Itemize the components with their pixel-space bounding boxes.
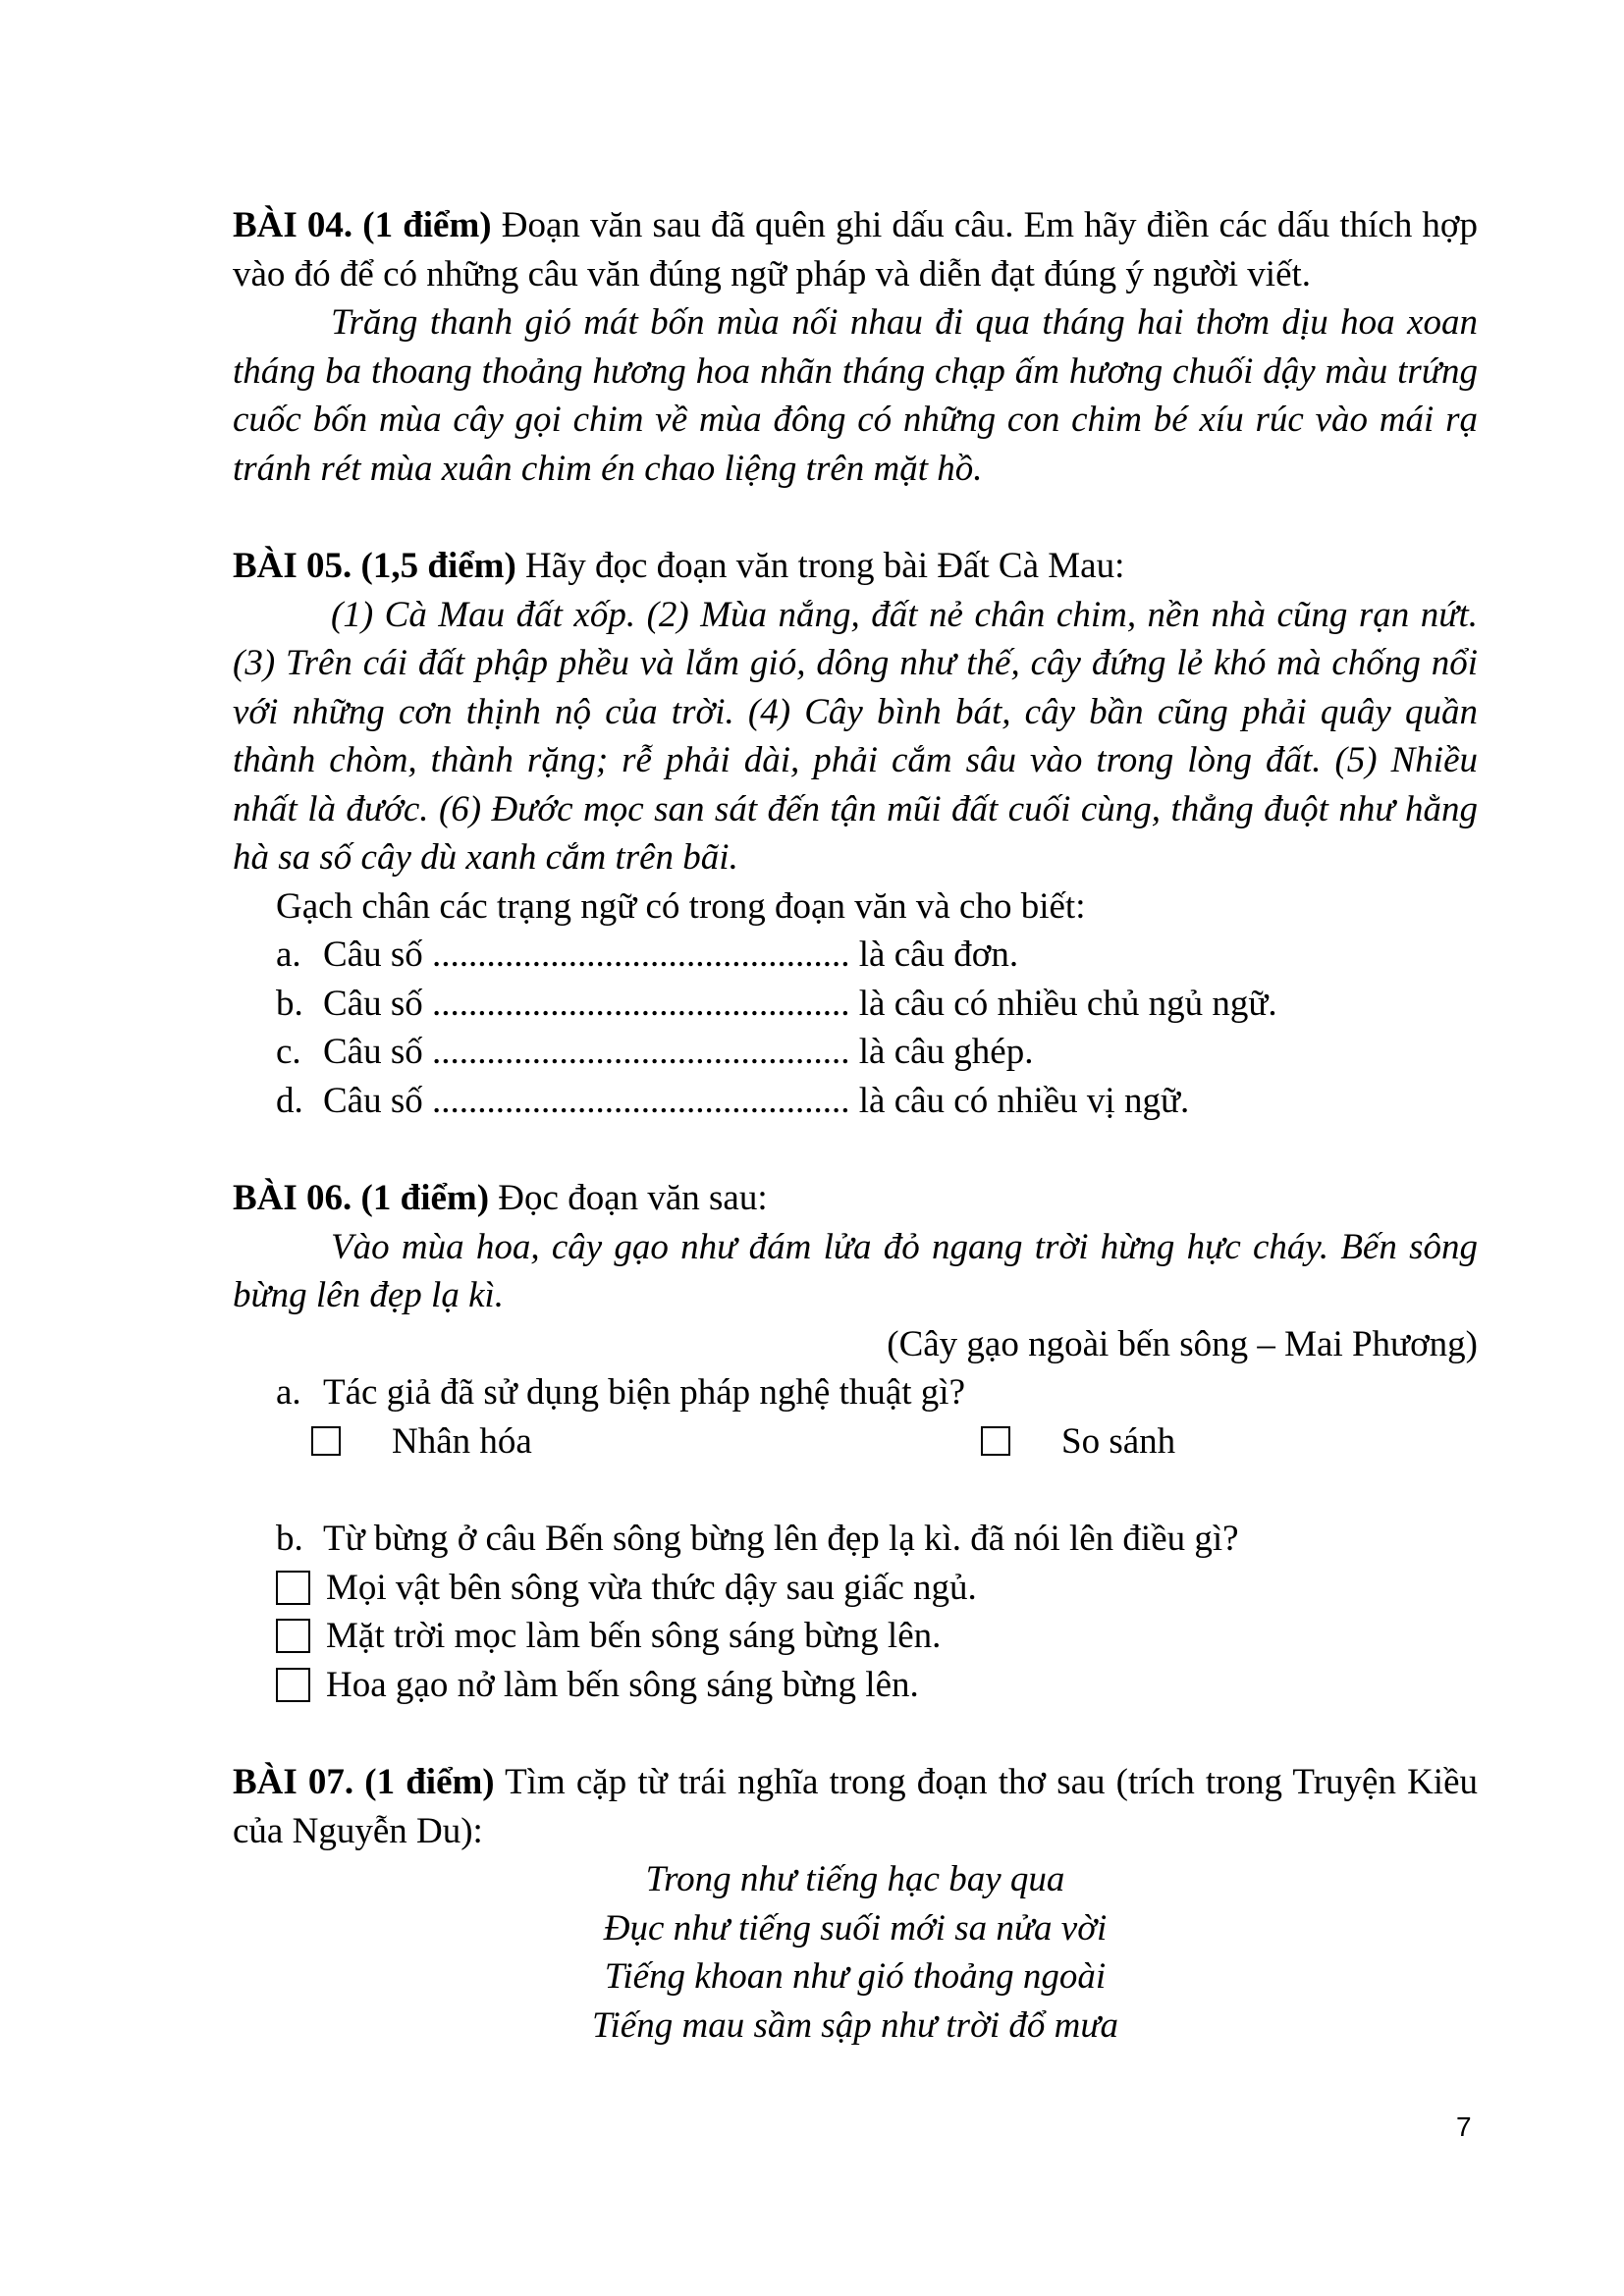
list-item — [233, 1077, 1478, 1126]
item-label: b. — [276, 983, 303, 1024]
exercise-05-instruction: Hãy đọc đoạn văn trong bài Đất Cà Mau: — [515, 546, 1125, 586]
checkbox[interactable] — [276, 1619, 310, 1653]
checkbox[interactable] — [311, 1426, 341, 1456]
checkbox[interactable] — [276, 1668, 310, 1702]
poem-line: Đục như tiếng suối mới sa nửa vời — [603, 1907, 1108, 1949]
list-item — [233, 1028, 1478, 1077]
option-item[interactable] — [233, 1612, 1478, 1661]
item-text: Câu số .............................................. là câu đơn. — [323, 934, 1019, 975]
exercise-06-instruction: Đọc đoạn văn sau: — [489, 1178, 768, 1218]
option-item[interactable] — [233, 1564, 1478, 1613]
document-page — [233, 201, 1478, 2050]
exercise-04 — [233, 201, 1478, 493]
exercise-06 — [233, 1174, 1478, 1709]
poem-line: Tiếng mau sầm sập như trời đổ mưa — [591, 2004, 1118, 2046]
question-b — [233, 1515, 1478, 1564]
exercise-05-task: Gạch chân các trạng ngữ có trong đoạn văn và cho biết: — [276, 885, 1086, 927]
item-text: Câu số .............................................. là câu ghép. — [323, 1032, 1034, 1072]
exercise-04-instruction: Đoạn văn sau đã quên ghi dấu câu. Em hãy điền các dấu thích hợp vào đó để có những câu văn đúng ngữ pháp và diễn đạt đúng ý người viết. — [233, 205, 1478, 294]
item-label: a. — [276, 934, 301, 975]
exercise-06-passage: Vào mùa hoa, cây gạo như đám lửa đỏ ngang trời hừng hực cháy. Bến sông bừng lên đẹp lạ kì. — [233, 1226, 1478, 1315]
option-personification[interactable] — [311, 1417, 981, 1467]
checkbox[interactable] — [981, 1426, 1010, 1456]
list-item — [233, 980, 1478, 1029]
exercise-04-heading: BÀI 04. (1 điểm) — [233, 205, 492, 245]
checkbox[interactable] — [276, 1571, 310, 1605]
poem-line: Trong như tiếng hạc bay qua — [645, 1859, 1065, 1899]
poem-line: Tiếng khoan như gió thoảng ngoài — [604, 1956, 1107, 1997]
exercise-06-prompt — [233, 1174, 1478, 1223]
question-text: Tác giả đã sử dụng biện pháp nghệ thuật gì? — [323, 1372, 966, 1413]
exercise-06-heading: BÀI 06. (1 điểm) — [233, 1178, 490, 1218]
exercise-05-heading: BÀI 05. (1,5 điểm) — [233, 546, 516, 586]
question-label: b. — [276, 1519, 303, 1559]
exercise-07-prompt — [233, 1758, 1478, 1855]
item-label: c. — [276, 1032, 301, 1072]
item-label: d. — [276, 1080, 303, 1121]
option-label: Nhân hóa — [392, 1420, 532, 1462]
exercise-07-heading: BÀI 07. (1 điểm) — [233, 1762, 495, 1802]
exercise-07-instruction: Tìm cặp từ trái nghĩa trong đoạn thơ sau (trích trong Truyện Kiều của Nguyễn Du): — [233, 1762, 1479, 1851]
option-comparison[interactable] — [981, 1417, 1175, 1467]
exercise-05-prompt — [233, 542, 1478, 591]
option-label: So sánh — [1061, 1420, 1176, 1462]
question-b-options — [233, 1564, 1478, 1710]
option-item[interactable] — [233, 1661, 1478, 1710]
question-a — [233, 1368, 1478, 1417]
question-a-options — [233, 1417, 1478, 1467]
option-label: Mặt trời mọc làm bến sông sáng bừng lên. — [326, 1616, 942, 1656]
list-item — [233, 931, 1478, 980]
exercise-05 — [233, 542, 1478, 1125]
question-label: a. — [276, 1372, 301, 1413]
page-number: 7 — [1456, 2111, 1472, 2142]
item-text: Câu số .............................................. là câu có nhiều vị ngữ. — [323, 1080, 1190, 1121]
option-label: Hoa gạo nở làm bến sông sáng bừng lên. — [326, 1664, 919, 1705]
exercise-04-passage: Trăng thanh gió mát bốn mùa nối nhau đi qua tháng hai thơm dịu hoa xoan tháng ba thoang thoảng hương hoa nhãn tháng chạp ấm hương chuối dậy màu trứng cuốc bốn mùa cây gọi chim về mùa đông có những con chim bé xíu rúc vào mái rạ tránh rét mùa xuân chim én chao liệng trên mặt hồ. — [233, 302, 1478, 489]
question-text: Từ bừng ở câu Bến sông bừng lên đẹp lạ kì. đã nói lên điều gì? — [323, 1519, 1239, 1559]
exercise-06-source: (Cây gạo ngoài bến sông – Mai Phương) — [887, 1323, 1478, 1364]
option-label: Mọi vật bên sông vừa thức dậy sau giấc ngủ. — [326, 1567, 977, 1608]
exercise-04-prompt — [233, 201, 1478, 298]
exercise-07 — [233, 1758, 1478, 2050]
exercise-05-passage: (1) Cà Mau đất xốp. (2) Mùa nắng, đất nẻ chân chim, nền nhà cũng rạn nứt. (3) Trên cái đất phập phều và lắm gió, dông như thế, cây đứng lẻ khó mà chống nổi với những cơn thịnh nộ của trời. (4) Cây bình bát, cây bần cũng phải quây quần thành chòm, thành rặng; rễ phải dài, phải cắm sâu vào trong lòng đất. (5) Nhiều nhất là đước. (6) Đước mọc san sát đến tận mũi đất cuối cùng, thẳng đuột như hằng hà sa số cây dù xanh cắm trên bãi. — [233, 594, 1478, 878]
item-text: Câu số .............................................. là câu có nhiều chủ ngủ ngữ. — [323, 983, 1277, 1024]
